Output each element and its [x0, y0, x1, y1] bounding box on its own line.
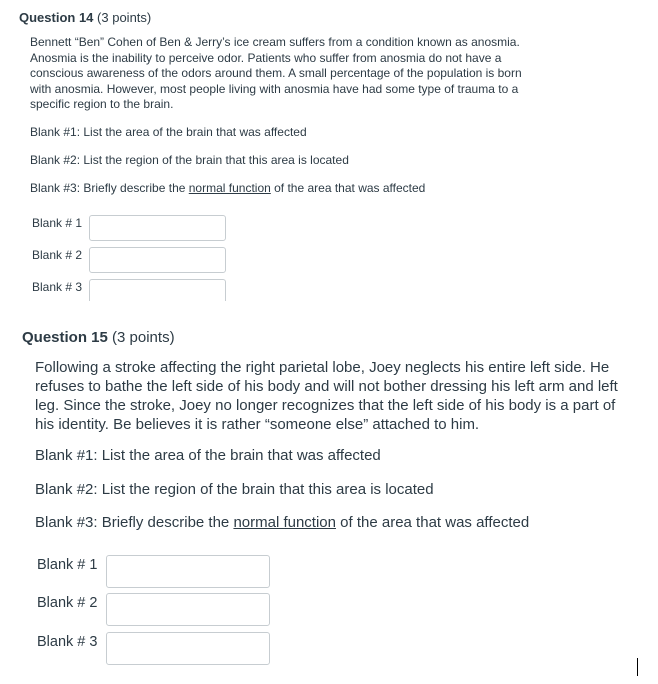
- question-14-blank-2-prompt: Blank #2: List the region of the brain that this area is located: [30, 153, 349, 167]
- question-15-title: [22, 329, 175, 346]
- question-15-text: Following a stroke affecting the right parietal lobe, Joey neglects his entire left side. He refuses to bathe the left side of his body and will not bother dressing his left arm and left leg. Since the stroke, Joey no longer recognizes that the left side of his body is a part of his identity. Be believes it is rather “someone else” attached to him.: [35, 359, 618, 433]
- blank-3-prompt-start: Blank #3: Briefly describe the: [35, 514, 234, 531]
- blank-3-prompt-end: of the area that was affected: [270, 181, 426, 195]
- question-14-points: (3 points): [97, 10, 152, 25]
- question-15-blank-1-label: Blank # 1: [37, 557, 98, 573]
- blank-3-prompt-end: of the area that was affected: [336, 514, 530, 531]
- question-15-blank-3-input[interactable]: [106, 632, 270, 665]
- question-14-blank-2-input[interactable]: [89, 247, 226, 273]
- question-15-blank-1-input[interactable]: [106, 555, 270, 588]
- question-14-blank-3-label: Blank # 3: [32, 280, 83, 294]
- question-15-blank-2-input[interactable]: [106, 593, 270, 626]
- question-14-blank-2-label: Blank # 2: [32, 248, 83, 262]
- question-14-label: Question 14: [19, 10, 94, 25]
- question-15-blank-3-prompt: [35, 514, 529, 531]
- question-15-blank-2-prompt: Blank #2: List the region of the brain that this area is located: [35, 481, 434, 498]
- question-14-title: [19, 10, 151, 25]
- question-14-blank-3-prompt: [30, 181, 425, 195]
- question-14-blank-1-prompt: Blank #1: List the area of the brain that was affected: [30, 125, 307, 139]
- question-15-blank-3-label: Blank # 3: [37, 634, 98, 650]
- text-cursor: [637, 658, 638, 676]
- question-14-text: Bennett “Ben” Cohen of Ben & Jerry’s ice cream suffers from a condition known as anosmia. Anosmia is the inability to perceive odor. Patients who suffer from anosmia do not have a conscious awareness of the odors around them. A small percentage of the population is born with anosmia. However, most people living with anosmia have had some type of trauma to a specific region to the brain.: [30, 35, 522, 111]
- question-14-blank-1-input[interactable]: [89, 215, 226, 241]
- question-15-points: (3 points): [112, 329, 175, 346]
- question-14-blank-3-input[interactable]: [89, 279, 226, 301]
- blank-3-prompt-start: Blank #3: Briefly describe the: [30, 181, 189, 195]
- question-15-label: Question 15: [22, 329, 108, 346]
- question-15-blank-1-prompt: Blank #1: List the area of the brain that was affected: [35, 447, 381, 464]
- normal-function-emphasis: normal function: [233, 514, 336, 531]
- question-14-blank-1-label: Blank # 1: [32, 216, 83, 230]
- normal-function-emphasis: normal function: [188, 181, 271, 195]
- question-15-blank-2-label: Blank # 2: [37, 595, 98, 611]
